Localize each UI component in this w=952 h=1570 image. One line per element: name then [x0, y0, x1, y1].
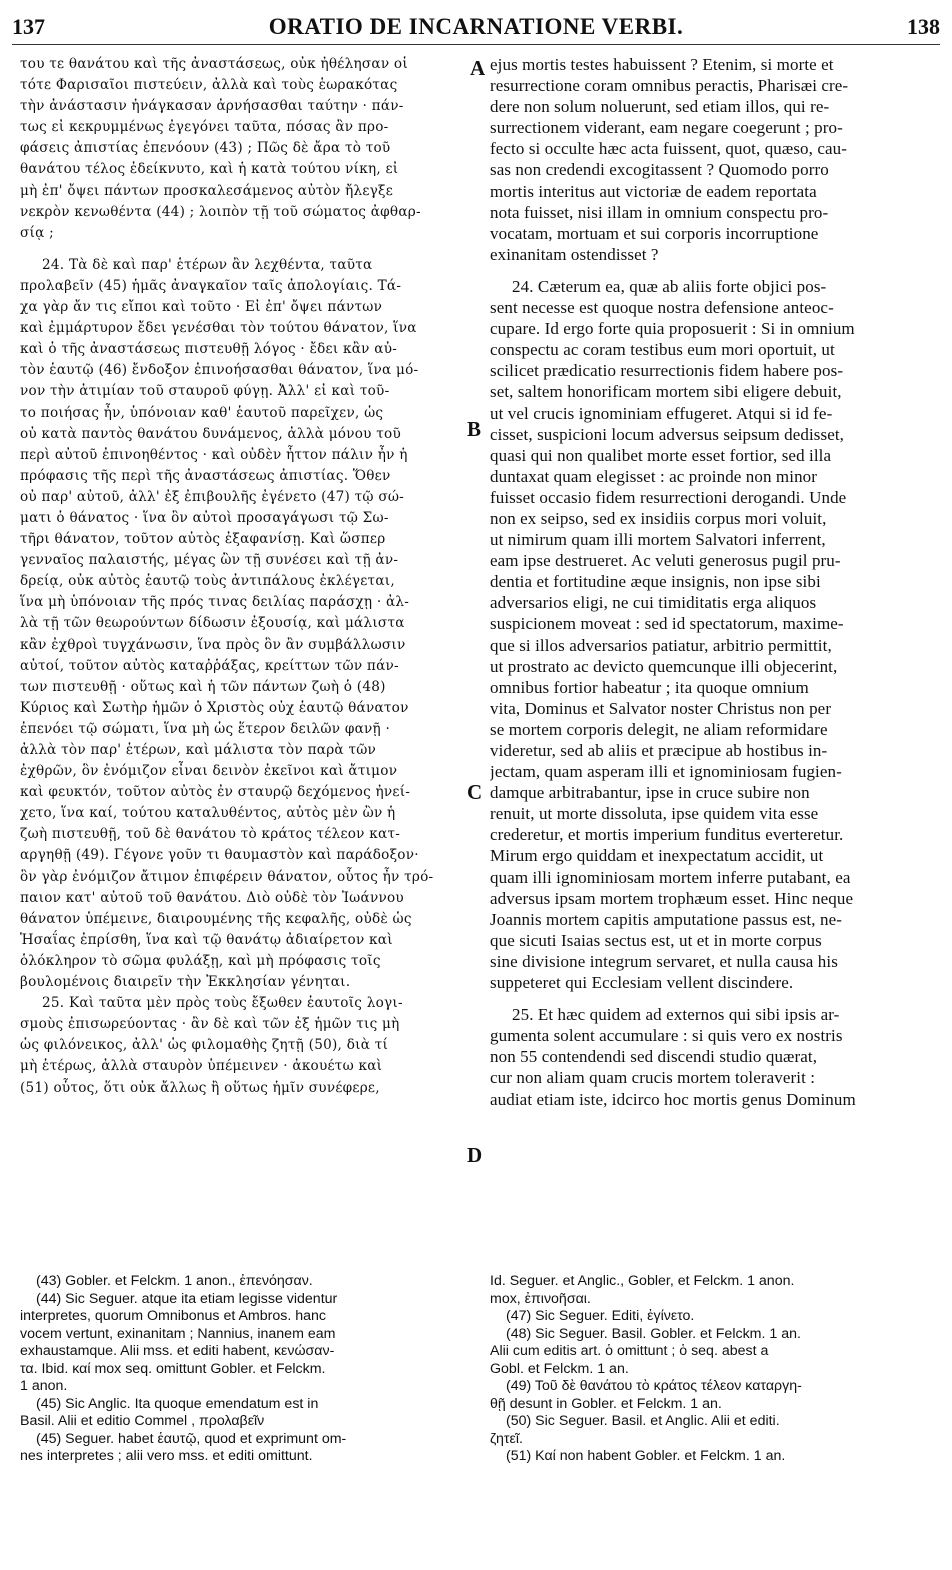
footnote-line: 1 anon. — [20, 1378, 68, 1394]
latin-text-line: Joannis mortem capitis amputatione passus est, ne- — [490, 909, 843, 929]
greek-text-line: νον τὴν ἀτιμίαν τοῦ σταυροῦ φύγῃ. Ἀλλ' εἰ καὶ τοῦ- — [20, 383, 390, 400]
latin-text-line: eam ipse destrueret. Ac veluti generosus pugil pru- — [490, 551, 841, 571]
greek-text-line: τῆρι θάνατον, τοῦτον αὐτὸς ἐξαφανίσῃ. Καὶ ὥσπερ — [20, 531, 386, 548]
greek-text-line: γενναῖος παλαιστής, μέγας ὢν τῇ συνέσει καὶ τῇ ἀν- — [20, 552, 399, 569]
latin-text-line: scilicet prædicatio resurrectionis fidem habere pos- — [490, 361, 844, 381]
greek-text-line: τὸν ἑαυτῷ (46) ἔνδοξον ἐπινοήσασθαι θάνατον, ἵνα μό- — [20, 362, 419, 379]
latin-text-line: crederetur, et mortis imperium funditus everteretur. — [490, 825, 844, 845]
greek-text-line: οὐ παρ' αὐτοῦ, ἀλλ' ἐξ ἐπιβουλῆς ἐγένετο (47) τῷ σώ- — [20, 488, 405, 505]
footnote-line: (49) Τοῦ δὲ θανάτου τὸ κράτος τέλεον καταργη- — [506, 1378, 802, 1394]
latin-text-line: vita, Dominus et Salvator noster Christus non per — [490, 698, 832, 718]
latin-text-line: quasi qui non qualibet morte esset fortior, sed illa — [490, 445, 832, 465]
latin-text-line: adversarios eligi, ne cui timiditatis erga aliquos — [490, 593, 817, 613]
latin-text-line: 25. Et hæc quidem ad externos qui sibi ipsis ar- — [512, 1005, 840, 1025]
latin-text-line: sent necesse est quoque nostra defensione anteoc- — [490, 298, 834, 318]
greek-text-line: ἐχθρῶν, ὃν ἐνόμιζον εἶναι δεινὸν ἐκεῖνοι καὶ ἄτιμον — [20, 763, 398, 780]
greek-text-line: του τε θανάτου καὶ τῆς ἀναστάσεως, οὐκ ἠθέλησαν οἱ — [20, 56, 408, 72]
greek-text-line: ζωὴ πιστευθῇ, τοῦ δὲ θανάτου τὸ κράτος τέλεον κατ- — [20, 826, 401, 843]
margin-letter-b: B — [467, 417, 482, 441]
footnote-line: nes interpretes ; alii vero mss. et editi omittunt. — [20, 1448, 313, 1464]
greek-text-line: οὐ κατὰ παντὸς θανάτου δυνάμενος, ἀλλὰ μόνου τοῦ — [20, 425, 401, 442]
latin-text-line: cisset, suspicioni locum adversus seipsum dedisset, — [490, 424, 845, 444]
footnote-line: mox, ἐπινοῆσαι. — [490, 1290, 591, 1307]
paragraph-gap — [20, 244, 468, 255]
latin-text-line: que si illos adversarios patiatur, arbitrio permittit, — [490, 635, 832, 655]
footnotes-left — [20, 1273, 468, 1466]
greek-text-line: πρόφασις τῆς περὶ τῆς ἀναστάσεως ἀπιστίας. Ὅθεν — [20, 467, 391, 484]
latin-text-line: conspectu ac coram testibus eum mori oportuit, ut — [490, 340, 835, 360]
footnote-line: (44) Sic Seguer. atque ita etiam legisse videntur — [36, 1290, 338, 1307]
footnote-line: Id. Seguer. et Anglic., Gobler, et Felckm. 1 anon. — [490, 1273, 795, 1289]
greek-text-line: τὴν ἀνάστασιν ἠνάγκασαν ἀρνήσασθαι ταύτην · πάν- — [20, 98, 404, 115]
footnote-line: τα. Ibid. καί mox seq. omittunt Gobler. et Felckm. — [20, 1360, 326, 1377]
paragraph-gap — [490, 993, 938, 1004]
latin-text-line: vocatam, mortuam et sui corporis incorruptione — [490, 223, 819, 243]
greek-text-line: ὃν γὰρ ἐνόμιζον ἄτιμον ἐπιφέρειν θάνατον, οὗτος ἦν τρό- — [20, 868, 434, 885]
footnote-line: (43) Gobler. et Felckm. 1 anon., ἐπενόησαν. — [36, 1273, 313, 1289]
margin-letter-a: A — [470, 56, 486, 80]
footnote-line: ζητεῖ. — [490, 1430, 523, 1447]
greek-text-line: 25. Καὶ ταῦτα μὲν πρὸς τοὺς ἔξωθεν ἑαυτοῖς λογι- — [42, 995, 403, 1012]
latin-text-line: ut prostrato ac devicto quemcunque illi objecerint, — [490, 656, 838, 676]
footnote-line: exhaustamque. Alii mss. et editi habent, κενώσαν- — [20, 1343, 335, 1359]
running-title: ORATIO DE INCARNATIONE VERBI. — [268, 14, 684, 39]
greek-text-line: χετο, ἵνα καί, τούτου καταλυθέντος, αὐτὸς μὲν ὢν ἡ — [20, 805, 396, 822]
latin-text-line: non ex seipso, sed ex insidiis corpus mori voluit, — [490, 508, 827, 528]
latin-text-line: sas non credendi excogitassent ? Quomodo porro — [490, 160, 829, 180]
latin-text-line: 24. Cæterum ea, quæ ab aliis forte objici pos- — [512, 276, 827, 296]
footnote-line: (47) Sic Seguer. Editi, ἐγίνετο. — [506, 1308, 695, 1324]
greek-text-line: τότε Φαρισαῖοι πιστεύειν, ἀλλὰ καὶ τοὺς ἑωρακότας — [20, 77, 398, 94]
greek-text-line: κἂν ἐχθροὶ τυγχάνωσιν, ἵνα πρὸς ὃν ἂν συμβάλλωσιν — [20, 636, 406, 653]
greek-text-line: ἀλλὰ τὸν παρ' ἑτέρων, καὶ μάλιστα τὸν παρὰ τῶν — [20, 742, 377, 758]
latin-text-line: audiat etiam iste, idcirco hoc mortis genus Dominum — [490, 1089, 856, 1109]
latin-text-line: resurrectione coram omnibus peractis, Pharisæi cre- — [490, 76, 849, 96]
greek-text-line: ὁλόκληρον τὸ σῶμα φυλάξῃ, καὶ μὴ πρόφασις τοῖς — [20, 952, 381, 969]
greek-text — [20, 54, 468, 1099]
greek-text-line: προλαβεῖν (45) ἡμᾶς ἀναγκαῖον ταῖς ἀπολογίαις. Τά- — [20, 277, 402, 294]
running-header — [12, 14, 940, 44]
greek-text-line: σμοὺς ἐπισωρεύοντας · ἂν δὲ καὶ τῶν ἐξ ἡμῶν τις μὴ — [20, 1016, 400, 1033]
latin-text-line: se mortem corporis delegit, ne aliam reformidare — [490, 719, 828, 739]
greek-text-line: λὰ τῇ τῶν θεωρούντων δίδωσιν ἐξουσίᾳ, καὶ μάλιστα — [20, 615, 405, 632]
latin-text-line: dentia et fortitudine æque insignis, non ipse sibi — [490, 572, 821, 592]
greek-text-line: ματι ὁ θάνατος · ἵνα ὃν αὐτοὶ προσαγάγωσι τῷ Σω- — [20, 509, 389, 526]
latin-text-line: dere non solum noluerunt, sed etiam illos, qui re- — [490, 97, 830, 117]
greek-text-line: των πιστευθῇ · οὕτως καὶ ἡ τῶν πάντων ζωὴ ὁ (48) — [20, 678, 386, 695]
greek-text-line: θάνατον ὑπέμεινε, διαιρουμένης τῆς κεφαλῆς, οὐδὲ ὡς — [20, 910, 412, 927]
footnote-line: θῇ desunt in Gobler. et Felckm. 1 an. — [490, 1395, 722, 1412]
latin-text-line: fuisset occasio fidem resurrectioni derogandi. Unde — [490, 487, 847, 507]
greek-text-line: καὶ ἐμμάρτυρον ἔδει γενέσθαι τὸν τούτου θάνατον, ἵνα — [20, 320, 417, 337]
greek-text-line: δρείᾳ, οὐκ αὐτὸς ἑαυτῷ τοὺς ἀντιπάλους ἐκλέγεται, — [20, 573, 395, 590]
greek-text-line: Κύριος καὶ Σωτὴρ ἡμῶν ὁ Χριστὸς οὐχ ἑαυτῷ θάνατον — [20, 699, 409, 716]
latin-text-line: set, saltem honorificam mortem sibi eligere debuit, — [490, 382, 842, 402]
latin-text-line: damque arbitrabantur, ipse in cruce subire non — [490, 783, 810, 803]
latin-text-line: non 55 contendendi sed discendi studio quærat, — [490, 1047, 818, 1067]
greek-text-line: ὡς φιλόνεικος, ἀλλ' ὡς φιλομαθὴς ζητῇ (50), διὰ τί — [20, 1037, 389, 1054]
greek-text-line: αργηθῇ (49). Γέγονε γοῦν τι θαυμαστὸν καὶ παράδοξον· — [20, 847, 419, 864]
footnote-line: interpretes, quorum Omnibonus et Ambros. hanc — [20, 1308, 326, 1324]
latin-column — [490, 54, 938, 1110]
greek-text-line: φάσεις ἀπιστίας ἐπενόουν (43) ; Πῶς δὲ ἄρα τὸ τοῦ — [20, 140, 391, 157]
latin-text-line: gumenta solent accumulare : si quis vero ex nostris — [490, 1026, 843, 1046]
greek-column — [20, 54, 468, 1099]
latin-text-line: fecto si occulte hæc acta fuissent, quot, quæso, cau- — [490, 139, 848, 159]
margin-letter-d: D — [467, 1143, 483, 1167]
greek-text-line: καὶ φευκτόν, τοῦτον αὐτὸς ἐν σταυρῷ δεχόμενος ἠνεί- — [20, 784, 411, 801]
greek-text-line: βουλομένοις διαιρεῖν τὴν Ἐκκλησίαν γένηται. — [20, 974, 351, 991]
greek-text-line: νεκρὸν κενωθέντα (44) ; λοιπὸν τῇ τοῦ σώματος ἀφθαρ- — [20, 203, 421, 220]
latin-text-line: Mirum ergo quiddam et inexpectatum accidit, ut — [490, 846, 824, 866]
greek-text-line: Ἡσαΐας ἐπρίσθη, ἵνα καὶ τῷ θανάτῳ ἀδιαίρετον καὶ — [20, 931, 393, 948]
greek-text-line: (51) οὗτος, ὅτι οὐκ ἄλλως ἢ οὕτως ἡμῖν συνέφερε, — [20, 1079, 380, 1096]
greek-text-line: αὐτοί, τοῦτον αὐτὸς καταῤῥάξας, κρείττων τῶν πάν- — [20, 657, 399, 674]
greek-text-line: ἐπενόει τῷ σώματι, ἵνα μὴ ὡς ἕτερον δειλῶν φανῇ · — [20, 720, 391, 737]
greek-text-line: τως εἰ κεκρυμμένως ἐγεγόνει ταῦτα, πόσας ἂν προ- — [20, 119, 389, 136]
paragraph-gap — [490, 265, 938, 276]
latin-text-line: suspicionem moveat : sed id spectatorum, maxime- — [490, 614, 844, 634]
footnote-line: (45) Seguer. habet ἑαυτῷ, quod et exprimunt om- — [36, 1430, 347, 1447]
greek-text-line: 24. Τὰ δὲ καὶ παρ' ἑτέρων ἂν λεχθέντα, ταῦτα — [42, 256, 373, 273]
margin-letter-c: C — [467, 780, 483, 804]
latin-text — [490, 54, 938, 1110]
footnote-line: Basil. Alii et editio Commel , προλαβεῖν — [20, 1413, 265, 1429]
greek-text-line: μὴ ἐπ' ὄψει πάντων προσκαλεσάμενος αὐτὸν ἤλεγξε — [20, 182, 394, 199]
latin-text-line: adversus ipsam mortem trophæum esset. Hinc neque — [490, 888, 854, 908]
latin-text-line: nota fuisset, nisi illam in omnium conspectu pro- — [490, 202, 829, 222]
latin-text-line: ut vel crucis ignominiam effugeret. Atqui si id fe- — [490, 403, 833, 423]
latin-text-line: cupare. Id ergo forte quia proposuerit : Si in omnium — [490, 319, 855, 339]
latin-text-line: renuit, ut morte dissoluta, ipse quidem vita esse — [490, 804, 819, 824]
footnote-line: (50) Sic Seguer. Basil. et Anglic. Alii et editi. — [506, 1413, 780, 1429]
greek-text-line: καὶ ὁ τῆς ἀναστάσεως πιστευθῇ λόγος · ἔδει κἂν αὐ- — [20, 341, 398, 358]
greek-text-line: θανάτου τέλος ἐδείκνυτο, καὶ ἡ κατὰ τούτου νίκη, εἰ — [20, 161, 399, 178]
greek-text-line: σίᾳ ; — [20, 224, 54, 241]
latin-text-line: suppeteret qui Ecclesiam vellent discindere. — [490, 973, 794, 993]
latin-text-line: duntaxat quam elegisset : ac proinde non minor — [490, 466, 818, 486]
header-rule — [12, 44, 940, 45]
latin-text-line: sine divisione integrum servaret, et nulla causa his — [490, 951, 838, 971]
greek-text-line: παιον κατ' αὐτοῦ τοῦ θανάτου. Διὸ οὐδὲ τὸν Ἰωάννου — [20, 889, 404, 906]
footnote-line: Gobl. et Felckm. 1 an. — [490, 1360, 629, 1377]
latin-text-line: exinanitam ostendisset ? — [490, 244, 659, 264]
page-number-right: 138 — [907, 14, 940, 39]
latin-text-line: que sicuti Isaias sectus est, ut et in morte corpus — [490, 930, 822, 950]
footnote-line: (51) Καί non habent Gobler. et Felckm. 1 an. — [506, 1448, 786, 1464]
latin-text-line: quam illi ignominiosam mortem inferre putabant, ea — [490, 867, 851, 887]
greek-text-line: περὶ αὐτοῦ ἐπινοηθέντος · καὶ οὐδὲν ἧττον πάλιν ἦν ἡ — [20, 446, 408, 463]
greek-text-line: μὴ ἑτέρως, ἀλλὰ σταυρὸν ὑπέμεινεν · ἀκουέτω καὶ — [20, 1058, 383, 1075]
latin-text-line: cur non aliam quam crucis mortem toleraverit : — [490, 1068, 816, 1088]
latin-text-line: ut nimirum quam illi mortem Salvatori inferrent, — [490, 530, 826, 550]
latin-text-line: jectam, quam asperam illi et ignominiosam fugien- — [490, 762, 842, 782]
latin-text-line: ejus mortis testes habuissent ? Etenim, si morte et — [490, 55, 834, 74]
footnote-line: vocem vertunt, exinanitam ; Nannius, inanem eam — [20, 1325, 336, 1342]
latin-text-line: omnibus fortior habeatur ; ita quoque omnium — [490, 677, 809, 697]
footnote-line: (45) Sic Anglic. Ita quoque emendatum est in — [36, 1395, 319, 1412]
greek-text-line: το ποιήσας ἦν, ὑπόνοιαν καθ' ἑαυτοῦ παρεῖχεν, ὡς — [20, 404, 384, 421]
greek-text-line: ἵνα μὴ ὑπόνοιαν τῆς πρός τινας δειλίας παράσχῃ · ἀλ- — [20, 594, 410, 611]
footnote-line: Alii cum editis art. ὁ omittunt ; ὁ seq. abest a — [490, 1343, 769, 1359]
latin-text-line: mortis interitus aut victoriæ de eadem reportata — [490, 181, 817, 201]
footnotes-right — [490, 1273, 938, 1466]
greek-text-line: χα γὰρ ἄν τις εἴποι καὶ τοῦτο · Εἰ ἐπ' ὄψει πάντων — [20, 299, 383, 316]
footnote-line: (48) Sic Seguer. Basil. Gobler. et Felckm. 1 an. — [506, 1325, 801, 1342]
page-number-left: 137 — [12, 14, 45, 39]
latin-text-line: surrectionem viderant, eam negare coegerunt ; pro- — [490, 118, 843, 138]
latin-text-line: videretur, sed ab aliis et præcipue ab hostibus in- — [490, 741, 828, 760]
